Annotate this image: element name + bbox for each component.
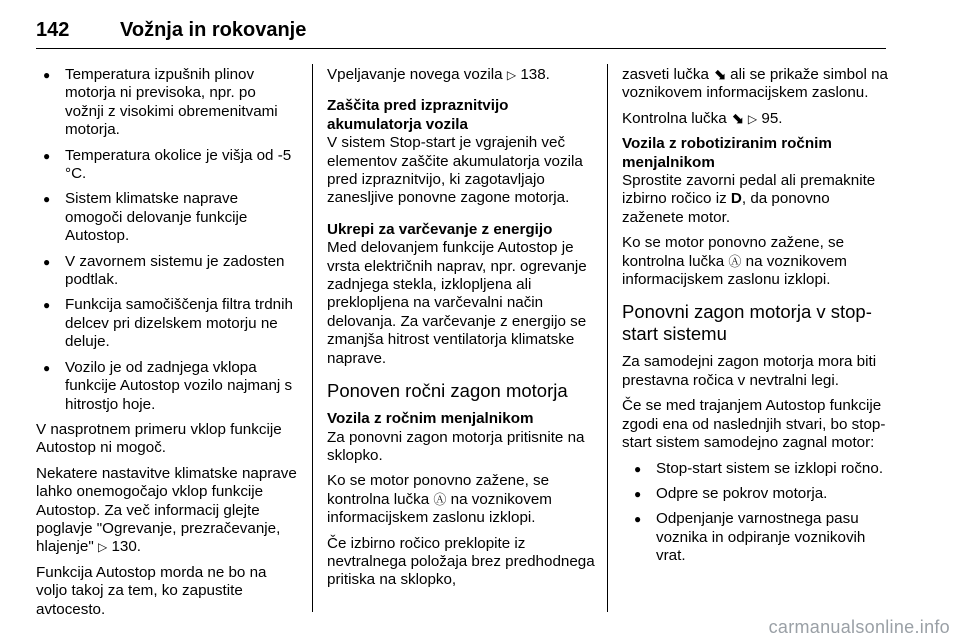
conditions-list	[36, 66, 298, 414]
autostop-lamp-icon: Ⓐ	[433, 491, 447, 507]
chapter-title: Vožnja in rokovanje	[120, 19, 307, 41]
ref-arrow-icon: ▷	[747, 111, 758, 126]
subheading: Ukrepi za varčevanje z energijo	[327, 220, 553, 238]
column-3	[622, 66, 890, 573]
paragraph: Ko se motor ponovno zažene, se kontrolna lučka Ⓐ na voznikovem informacijskem zaslonu izklopi.	[327, 472, 552, 527]
list-item: ● Sistem klimatske naprave omogoči delovanje funkcije Autostop.	[36, 190, 298, 245]
watermark: carmanualsonline.info	[768, 617, 950, 637]
paragraph: Nekatere nastavitve klimatske naprave lahko onemogočajo vklop funkcije Autostop. Za več informacij glejte poglavje "Ogrevanje, prezračevanje, hlajenje" ▷ 130.	[36, 464, 297, 556]
section-heading: Ponoven ročni zagon motorja	[327, 380, 568, 402]
service-lamp-icon: ⬊	[713, 66, 726, 83]
page-header	[36, 6, 886, 49]
list-item: ● Temperatura okolice je višja od -5 °C.	[36, 147, 298, 184]
list-item: ● Temperatura izpušnih plinov motorja ni previsoka, npr. po vožnji z visokimi obremenitvami motorja.	[36, 66, 298, 140]
service-lamp-icon: ⬊	[730, 109, 744, 127]
paragraph: V sistem Stop-start je vgrajenih več elementov zaščite akumulatorja vozila pred izpraznitvijo, ki zagotavljajo zanesljive ponovne zagone motorja.	[327, 134, 583, 207]
paragraph: Za samodejni zagon motorja mora biti prestavna ročica v nevtralni legi.	[622, 353, 877, 389]
paragraph: Med delovanjem funkcije Autostop je vrsta električnih naprav, npr. ogrevanje zadnjega stekla, izklopljena ali preklopljena na varčevalni način delovanja. Za varčevanje z energijo se zmanjša hitrost ventilatorja klimatske naprave.	[327, 239, 587, 367]
paragraph: Funkcija Autostop morda ne bo na voljo takoj za tem, ko zapustite avtocesto.	[36, 563, 267, 618]
ref-arrow-icon: ▷	[97, 540, 108, 555]
subheading: Vozila z ročnim menjalnikom	[327, 410, 534, 428]
page-reference[interactable]: 130.	[111, 538, 142, 556]
paragraph: V nasprotnem primeru vklop funkcije Autostop ni mogoč.	[36, 420, 282, 457]
paragraph: Kontrolna lučka ⬊ ▷ 95.	[622, 109, 783, 127]
paragraph: Vpeljavanje novega vozila ▷ 138.	[327, 66, 550, 83]
page-reference[interactable]: 95.	[761, 109, 783, 127]
column-divider-2	[607, 64, 608, 612]
list-item: ● Odpre se pokrov motorja.	[622, 485, 890, 503]
paragraph: Sprostite zavorni pedal ali premaknite izbirno ročico iz D, da ponovno zaženete motor.	[622, 172, 876, 226]
list-item: ● V zavornem sistemu je zadosten podtlak.	[36, 253, 298, 290]
paragraph: Za ponovni zagon motorja pritisnite na sklopko.	[327, 428, 585, 464]
section-heading: Ponovni zagon motorja v stop-start sistemu	[622, 301, 872, 345]
page-reference[interactable]: 138.	[520, 66, 550, 83]
column-2	[327, 66, 599, 597]
column-1	[36, 66, 298, 626]
subheading: Vozila z robotiziranim ročnim menjalnikom	[622, 135, 832, 171]
list-item: ● Funkcija samočiščenja filtra trdnih delcev pri dizelskem motorju ne deluje.	[36, 296, 298, 351]
list-item: ● Stop-start sistem se izklopi ročno.	[622, 460, 890, 478]
subheading: Zaščita pred izpraznitvijo akumulatorja vozila	[327, 97, 509, 133]
paragraph: Če se med trajanjem Autostop funkcije zgodi ena od naslednjih stvari, bo stop-start sistem samodejno zagnal motor:	[622, 397, 886, 452]
ref-arrow-icon: ▷	[506, 68, 517, 82]
list-item: ● Odpenjanje varnostnega pasu voznika in odpiranje voznikovih vrat.	[622, 510, 890, 565]
restart-conditions-list	[622, 460, 890, 566]
list-item: ● Vozilo je od zadnjega vklopa funkcije Autostop vozilo najmanj s hitrostjo hoje.	[36, 359, 298, 414]
drive-position-label: D	[730, 190, 742, 208]
autostop-lamp-icon: Ⓐ	[728, 253, 742, 269]
paragraph: Če izbirno ročico preklopite iz nevtralnega položaja brez predhodnega pritiska na sklopko,	[327, 534, 595, 589]
paragraph: zasveti lučka ⬊ ali se prikaže simbol na voznikovem informacijskem zaslonu.	[622, 66, 889, 102]
column-divider-1	[312, 64, 313, 612]
paragraph: Ko se motor ponovno zažene, se kontrolna lučka Ⓐ na voznikovem informacijskem zaslonu izklopi.	[622, 234, 847, 289]
page-number: 142	[36, 19, 70, 41]
